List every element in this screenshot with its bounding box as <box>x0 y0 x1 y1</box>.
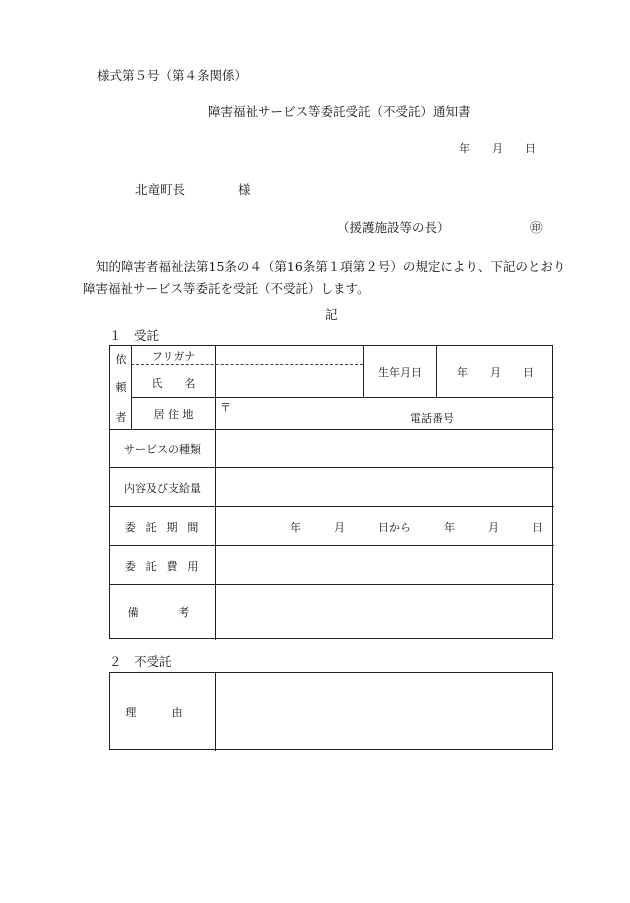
content-label: 内容及び支給量 <box>124 482 201 495</box>
acceptance-table <box>109 345 553 639</box>
postal-mark: 〒 <box>220 401 231 414</box>
address-label: 居 住 地 <box>153 408 194 421</box>
service-type-label: サービスの種類 <box>124 443 201 456</box>
remarks-label: 備考 <box>127 606 229 619</box>
body-text: 知的障害者福祉法第15条の４（第16条第１項第２号）の規定により、下記のとおり障害福祉サービス等委託を受託（不受託）します。 <box>83 259 566 296</box>
section1-heading: １ 受託 <box>109 328 160 343</box>
section2-heading: ２ 不受託 <box>109 654 172 669</box>
date-line: 年 月 日 <box>459 142 536 155</box>
addressee-name: 北竜町長 <box>135 182 186 197</box>
birthdate-label: 生年月日 <box>378 366 422 379</box>
cost-label: 委託費用 <box>124 560 209 573</box>
period-label: 委託期間 <box>124 521 209 534</box>
requester-label-1: 依 <box>115 353 127 366</box>
reason-label: 理由 <box>125 706 218 719</box>
refusal-table <box>109 672 553 750</box>
furigana-label: フリガナ <box>151 350 196 363</box>
addressee-honorific: 様 <box>238 182 251 197</box>
requester-label-3: 者 <box>115 411 127 424</box>
phone-label: 電話番号 <box>410 412 454 425</box>
name-label: 氏 名 <box>151 377 196 390</box>
requester-label-2: 頼 <box>115 381 127 394</box>
seal-mark: ㊞ <box>530 220 543 235</box>
period-value: 年 月 日から 年 月 日 <box>290 521 543 534</box>
form-number: 様式第５号（第４条関係） <box>97 68 248 83</box>
sender-label: （援護施設等の長） <box>337 220 450 235</box>
ki-heading: 記 <box>325 307 338 322</box>
document-title: 障害福祉サービス等委託受託（不受託）通知書 <box>208 104 471 119</box>
birthdate-value: 年 月 日 <box>457 366 534 379</box>
